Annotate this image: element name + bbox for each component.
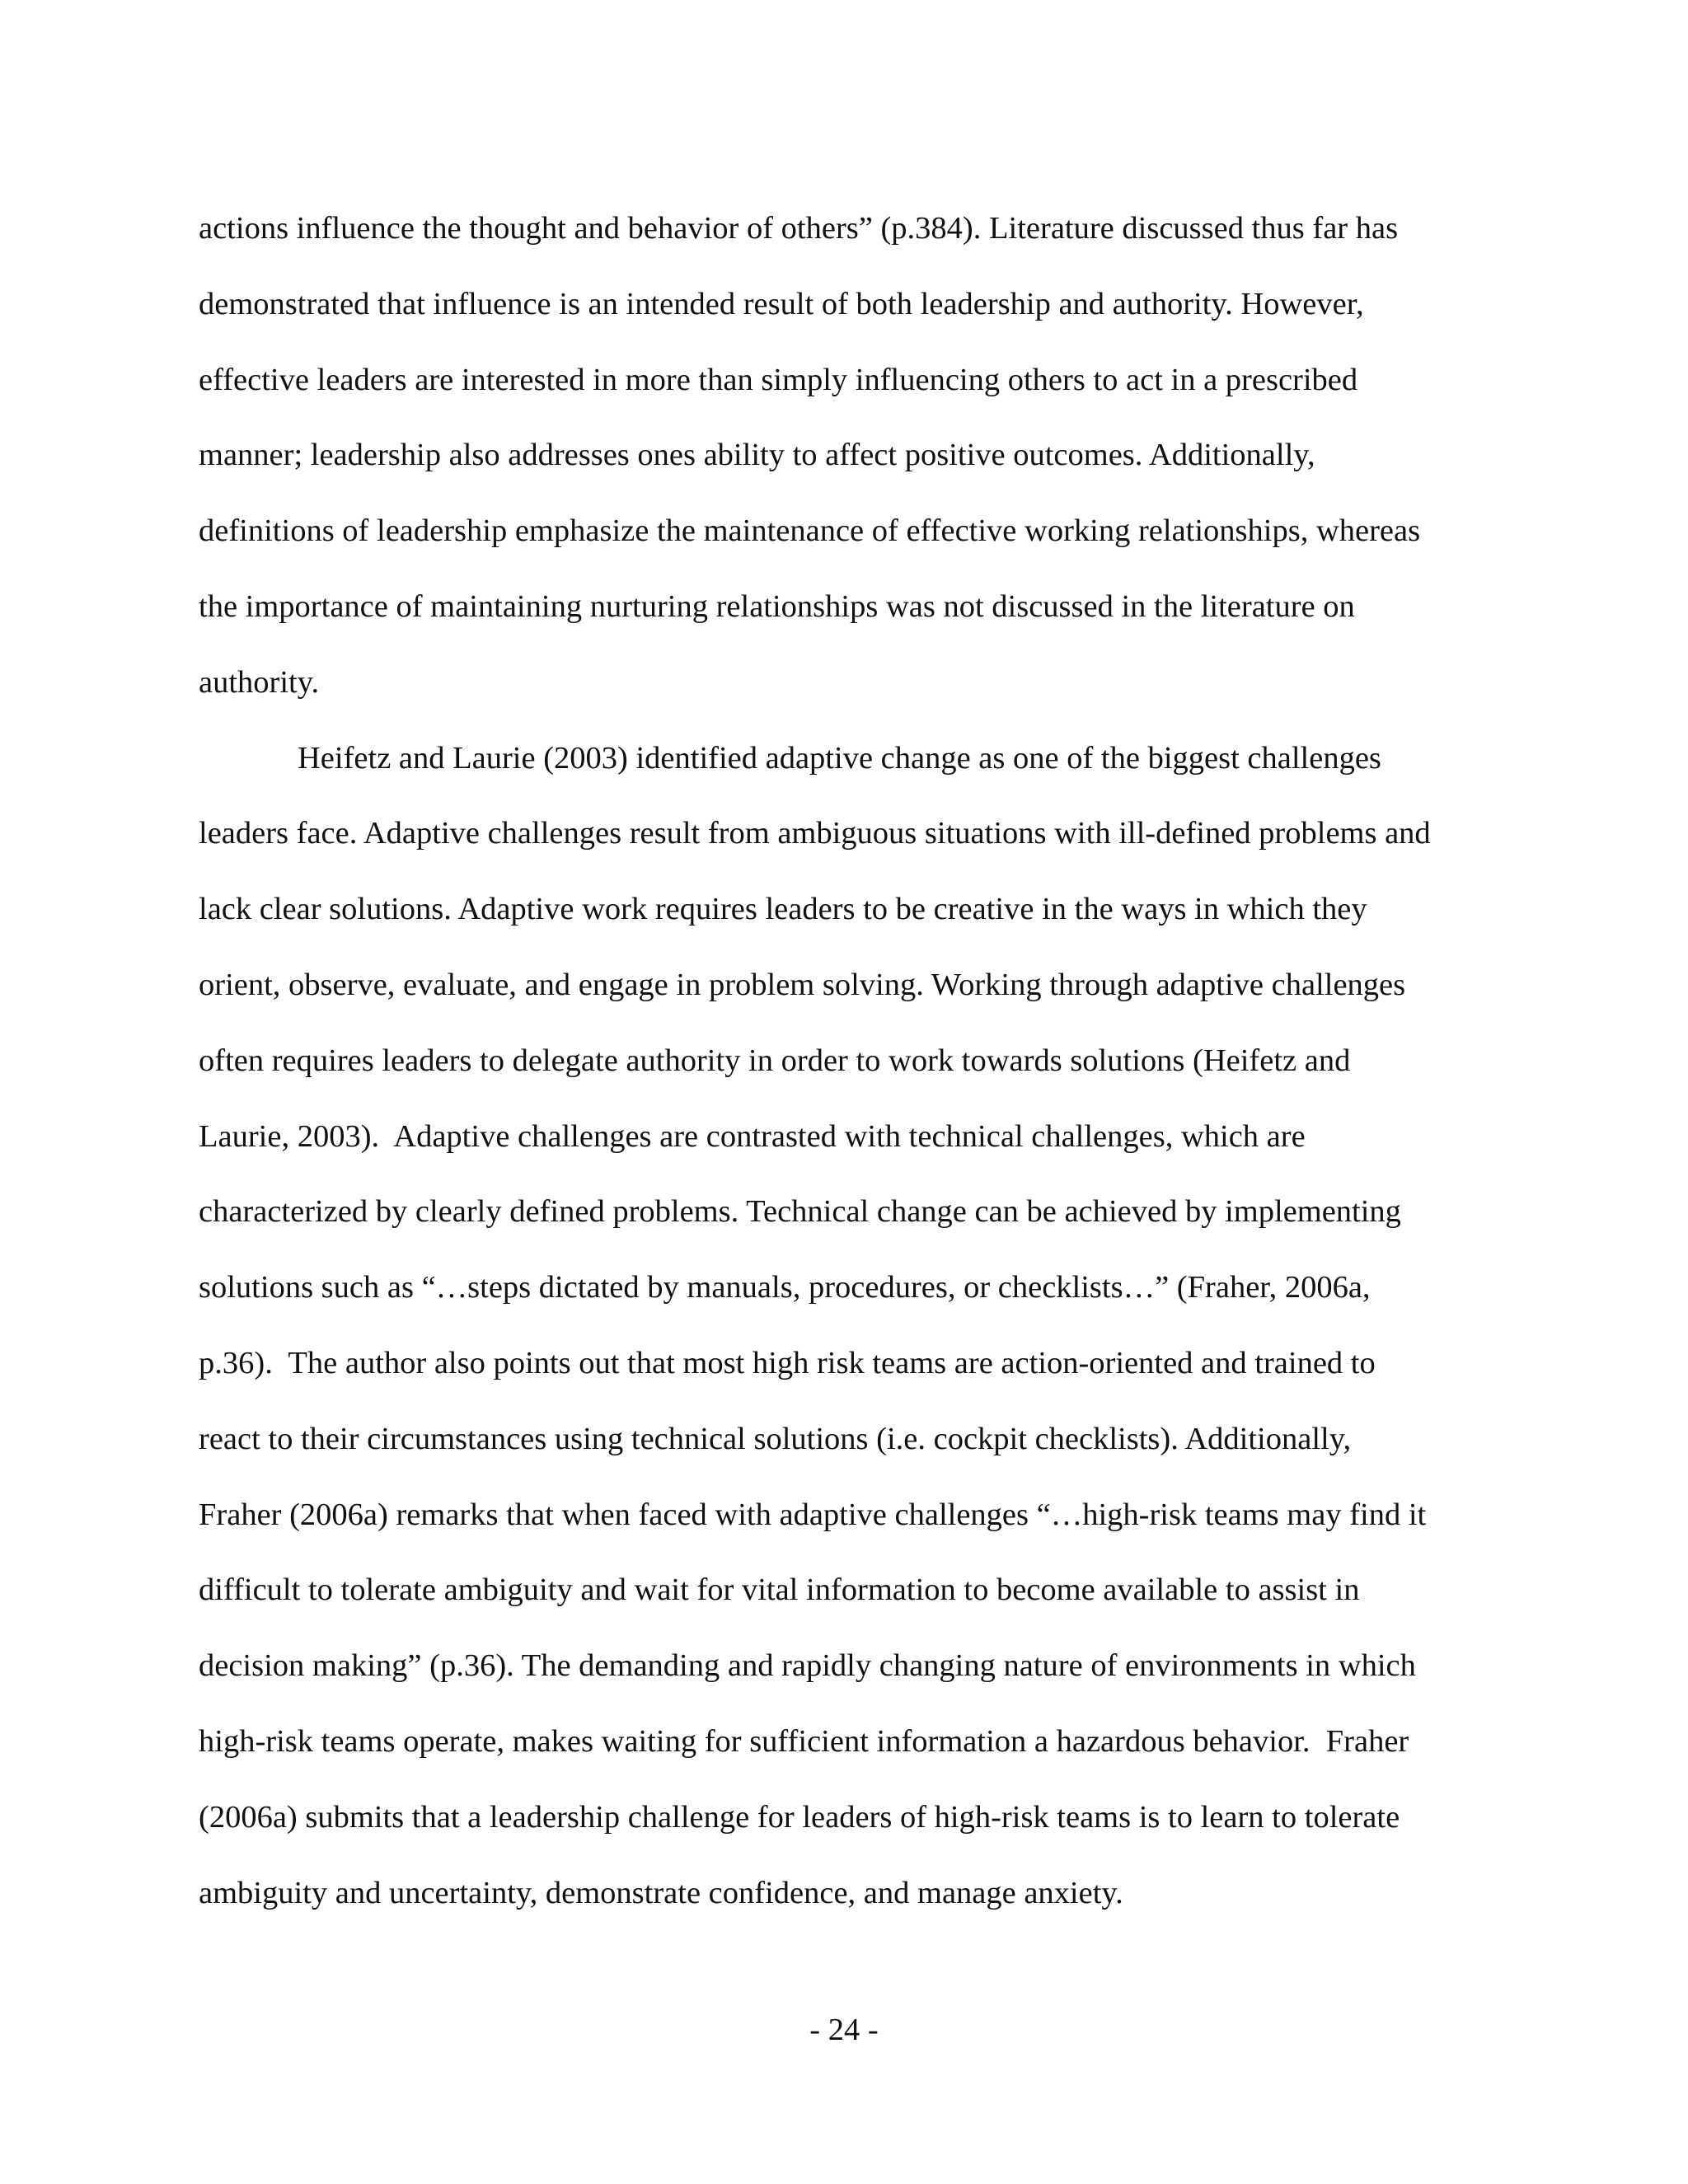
text-line: Fraher (2006a) remarks that when faced with adaptive challenges “…high-risk teams may find it (199, 1497, 1427, 1532)
text-line: authority. (199, 664, 320, 700)
text-line: definitions of leadership emphasize the maintenance of effective working relationships, whereas (199, 513, 1421, 549)
text-line: p.36). The author also points out that most high risk teams are action-oriented and trained to (199, 1345, 1376, 1380)
text-line: orient, observe, evaluate, and engage in problem solving. Working through adaptive challenges (199, 967, 1406, 1002)
paragraph-2 (199, 721, 1489, 2008)
text-line: demonstrated that influence is an intended result of both leadership and authority. However, (199, 286, 1364, 321)
text-line: leaders face. Adaptive challenges result from ambiguous situations with ill-defined problems and (199, 816, 1431, 851)
text-line: high-risk teams operate, makes waiting for sufficient information a hazardous behavior. Fraher (199, 1723, 1409, 1759)
text-line: Laurie, 2003). Adaptive challenges are contrasted with technical challenges, which are (199, 1118, 1306, 1154)
text-line: often requires leaders to delegate authority in order to work towards solutions (Heifetz and (199, 1043, 1351, 1078)
text-line: solutions such as “…steps dictated by manuals, procedures, or checklists…” (Fraher, 2006a, (199, 1270, 1371, 1305)
body-text (199, 191, 1489, 2007)
text-line: ambiguity and uncertainty, demonstrate confidence, and manage anxiety. (199, 1875, 1123, 1910)
text-line (199, 1931, 1489, 2007)
text-line: effective leaders are interested in more than simply influencing others to act in a prescribed (199, 362, 1358, 397)
text-line: manner; leadership also addresses ones ability to affect positive outcomes. Additionally, (199, 438, 1315, 473)
text-line: actions influence the thought and behavior of others” (p.384). Literature discussed thus far has (199, 211, 1399, 246)
text-line: difficult to tolerate ambiguity and wait for vital information to become available to assist in (199, 1572, 1360, 1608)
text-line: characterized by clearly defined problems. Technical change can be achieved by implementing (199, 1194, 1401, 1230)
text-line: the importance of maintaining nurturing relationships was not discussed in the literature on (199, 588, 1355, 624)
text-line: lack clear solutions. Adaptive work requires leaders to be creative in the ways in which they (199, 892, 1367, 927)
page-number: - 24 - (809, 2013, 879, 2047)
paragraph-1 (199, 191, 1489, 721)
text-line: (2006a) submits that a leadership challenge for leaders of high-risk teams is to learn to tolerate (199, 1799, 1400, 1835)
text-line: Heifetz and Laurie (2003) identified adaptive change as one of the biggest challenges (298, 740, 1381, 776)
text-line: react to their circumstances using technical solutions (i.e. cockpit checklists). Additionally, (199, 1421, 1352, 1456)
text-line: decision making” (p.36). The demanding and rapidly changing nature of environments in which (199, 1648, 1416, 1684)
